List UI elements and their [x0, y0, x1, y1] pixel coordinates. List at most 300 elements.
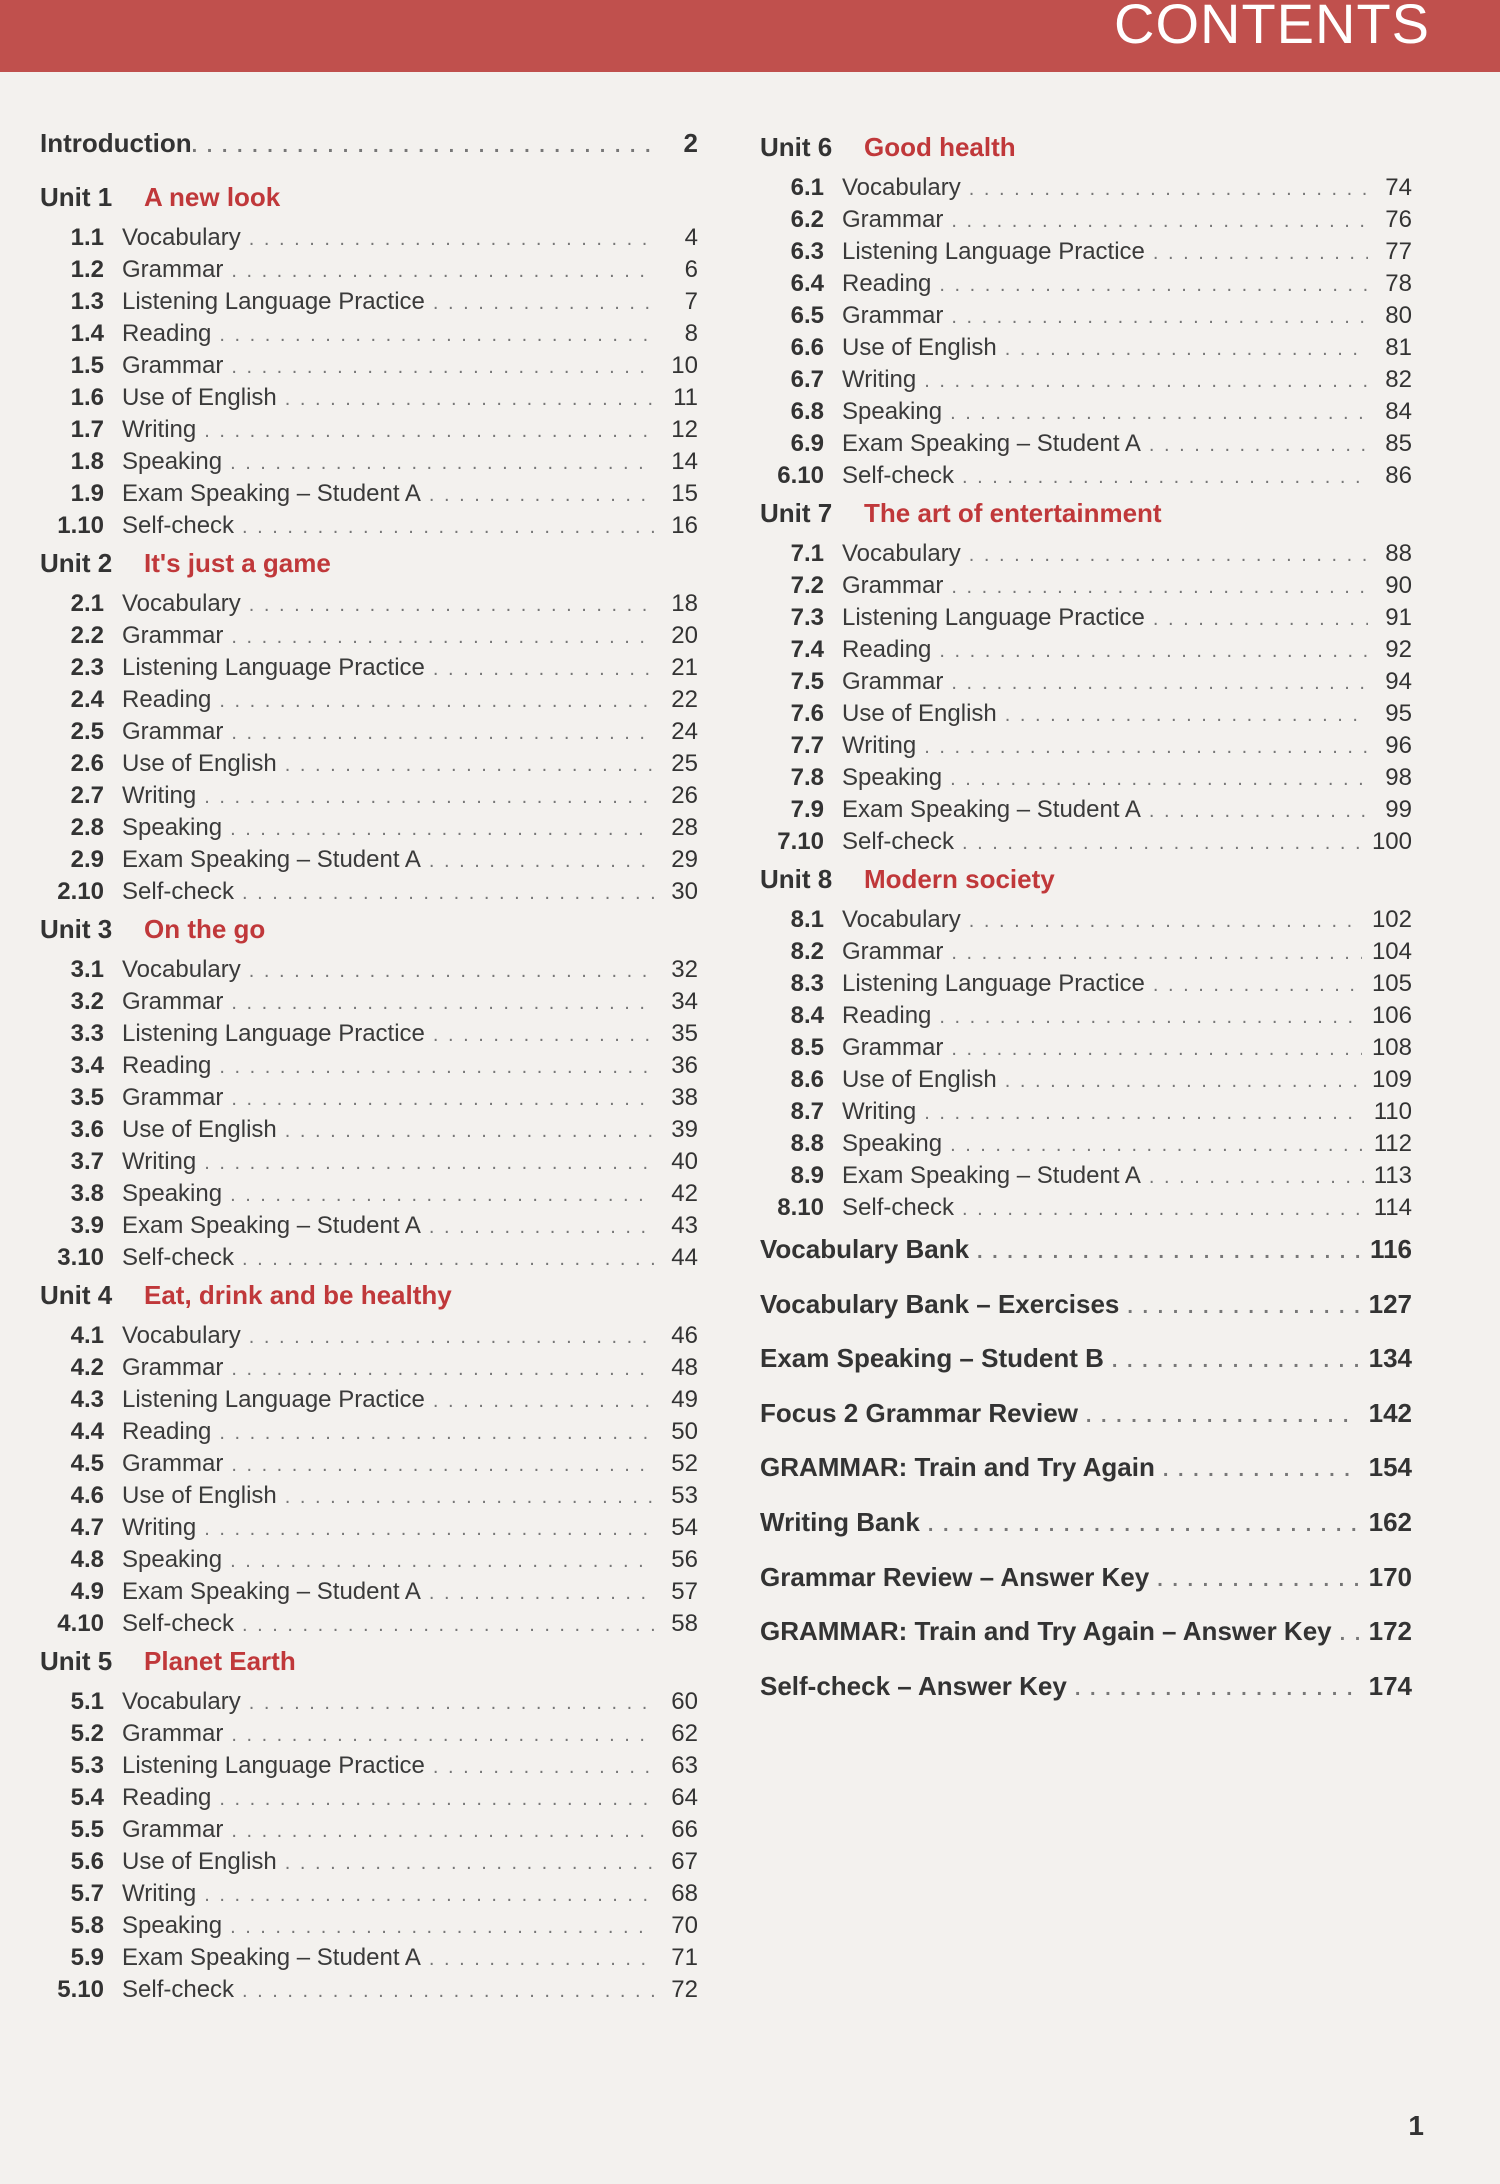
dot-leader — [249, 228, 654, 251]
unit-heading[interactable] — [40, 1280, 698, 1322]
toc-entry-lesson[interactable] — [40, 1784, 698, 1816]
toc-entry-lesson[interactable] — [40, 352, 698, 384]
lesson-title: Listening Language Practice — [122, 1020, 425, 1047]
lesson-number: 2.9 — [70, 846, 104, 873]
toc-entry-lesson[interactable] — [760, 700, 1412, 732]
lesson-page: 62 — [671, 1720, 698, 1747]
lesson-page: 110 — [1373, 1098, 1412, 1125]
lesson-page: 58 — [671, 1610, 698, 1637]
toc-entry-lesson[interactable] — [40, 1610, 698, 1642]
lesson-number: 5.5 — [70, 1816, 104, 1843]
toc-entry-back-matter[interactable] — [760, 1562, 1412, 1617]
lesson-title: Use of English — [122, 1482, 277, 1509]
toc-entry-lesson[interactable] — [40, 750, 698, 782]
toc-entry-lesson[interactable] — [760, 540, 1412, 572]
lesson-title: Speaking — [842, 764, 943, 791]
unit-section — [40, 914, 698, 1276]
lesson-title: Vocabulary — [842, 174, 961, 201]
lesson-number: 4.7 — [70, 1514, 104, 1541]
back-matter-list — [760, 1234, 1412, 1725]
dot-leader — [285, 754, 654, 777]
unit-heading[interactable] — [760, 132, 1412, 174]
toc-entry-lesson[interactable] — [760, 174, 1412, 206]
lesson-title: Grammar — [122, 988, 224, 1015]
unit-title: Modern society — [864, 864, 1055, 894]
dot-leader — [1075, 1678, 1359, 1701]
toc-entry-lesson[interactable] — [40, 1688, 698, 1720]
toc-entry-back-matter[interactable] — [760, 1507, 1412, 1562]
toc-entry-lesson[interactable] — [40, 448, 698, 480]
lesson-number: 8.10 — [777, 1194, 824, 1221]
toc-entry-lesson[interactable] — [40, 1052, 698, 1084]
toc-entry-lesson[interactable] — [40, 1322, 698, 1354]
toc-entry-lesson[interactable] — [40, 1450, 698, 1482]
lesson-page: 32 — [671, 956, 698, 983]
dot-leader — [1149, 1166, 1364, 1189]
lesson-number: 4.10 — [57, 1610, 104, 1637]
entry-title: Vocabulary Bank — [760, 1234, 970, 1264]
dot-leader — [1153, 242, 1368, 265]
lesson-number: 1.1 — [70, 224, 104, 251]
toc-entry-lesson[interactable] — [40, 654, 698, 686]
lesson-number: 1.5 — [70, 352, 104, 379]
toc-entry-lesson[interactable] — [40, 590, 698, 622]
toc-entry-lesson[interactable] — [40, 622, 698, 654]
unit-heading[interactable] — [40, 914, 698, 956]
unit-label: Unit 3 — [40, 914, 113, 944]
dot-leader — [924, 736, 1368, 759]
lesson-title: Writing — [122, 782, 197, 809]
lesson-page: 99 — [1385, 796, 1412, 823]
toc-entry-lesson[interactable] — [40, 1720, 698, 1752]
toc-entry-lesson[interactable] — [760, 668, 1412, 700]
lesson-title: Writing — [842, 366, 917, 393]
toc-entry-lesson[interactable] — [40, 718, 698, 750]
unit-label: Unit 5 — [40, 1646, 113, 1676]
lesson-page: 10 — [671, 352, 698, 379]
toc-entry-lesson[interactable] — [40, 988, 698, 1020]
lesson-page: 95 — [1385, 700, 1412, 727]
lesson-title: Grammar — [122, 352, 224, 379]
toc-entry-lesson[interactable] — [40, 1020, 698, 1052]
unit-heading[interactable] — [40, 182, 698, 224]
unit-section — [760, 498, 1412, 860]
toc-entry-lesson[interactable] — [760, 732, 1412, 764]
lesson-title: Exam Speaking – Student A — [842, 430, 1141, 457]
toc-entry-lesson[interactable] — [40, 1180, 698, 1212]
toc-entry-introduction[interactable] — [40, 128, 698, 178]
toc-entry-lesson[interactable] — [40, 320, 698, 352]
dot-leader — [951, 672, 1368, 695]
toc-entry-lesson[interactable] — [40, 1244, 698, 1276]
toc-entry-lesson[interactable] — [760, 366, 1412, 398]
lesson-page: 44 — [671, 1244, 698, 1271]
toc-entry-lesson[interactable] — [760, 1194, 1412, 1226]
dot-leader — [939, 640, 1368, 663]
dot-leader — [950, 402, 1368, 425]
toc-entry-lesson[interactable] — [40, 1848, 698, 1880]
toc-entry-lesson[interactable] — [760, 1130, 1412, 1162]
lesson-number: 7.4 — [790, 636, 824, 663]
lesson-title: Reading — [122, 1784, 212, 1811]
toc-entry-lesson[interactable] — [760, 302, 1412, 334]
dot-leader — [924, 370, 1368, 393]
lesson-number: 7.7 — [790, 732, 824, 759]
toc-entry-lesson[interactable] — [760, 1098, 1412, 1130]
lesson-title: Vocabulary — [842, 906, 961, 933]
lesson-title: Writing — [842, 1098, 917, 1125]
toc-entry-lesson[interactable] — [40, 1148, 698, 1180]
toc-entry-lesson[interactable] — [760, 430, 1412, 462]
lesson-number: 5.9 — [70, 1944, 104, 1971]
dot-leader — [1153, 974, 1362, 997]
lesson-title: Grammar — [842, 668, 944, 695]
lesson-number: 8.2 — [790, 938, 824, 965]
lesson-title: Self-check — [122, 512, 235, 539]
lesson-page: 76 — [1385, 206, 1412, 233]
dot-leader — [285, 1120, 654, 1143]
lesson-number: 2.10 — [57, 878, 104, 905]
lesson-page: 72 — [671, 1976, 698, 2003]
toc-entry-lesson[interactable] — [40, 512, 698, 544]
lesson-page: 85 — [1385, 430, 1412, 457]
lesson-number: 6.9 — [790, 430, 824, 457]
lesson-number: 6.2 — [790, 206, 824, 233]
lesson-number: 8.8 — [790, 1130, 824, 1157]
units-list-left — [40, 182, 698, 2008]
lesson-title: Speaking — [122, 1180, 223, 1207]
toc-entry-lesson[interactable] — [40, 1212, 698, 1244]
dot-leader — [1149, 434, 1368, 457]
toc-entry-lesson[interactable] — [40, 480, 698, 512]
lesson-number: 2.1 — [70, 590, 104, 617]
lesson-title: Use of English — [842, 334, 997, 361]
lesson-page: 35 — [671, 1020, 698, 1047]
unit-title: Eat, drink and be healthy — [144, 1280, 452, 1310]
lesson-title: Use of English — [122, 750, 277, 777]
lesson-title: Speaking — [122, 1546, 223, 1573]
dot-leader — [1005, 338, 1368, 361]
unit-heading[interactable] — [760, 864, 1412, 906]
entry-page: 170 — [1368, 1561, 1412, 1592]
toc-entry-lesson[interactable] — [40, 1546, 698, 1578]
entry-title: GRAMMAR: Train and Try Again — [760, 1452, 1155, 1483]
lesson-page: 67 — [671, 1848, 698, 1875]
lesson-number: 3.8 — [70, 1180, 104, 1207]
lesson-page: 52 — [671, 1450, 698, 1477]
dot-leader — [969, 910, 1362, 933]
lesson-title: Use of English — [842, 1066, 997, 1093]
toc-entry-lesson[interactable] — [40, 1386, 698, 1418]
lesson-page: 88 — [1385, 540, 1412, 567]
dot-leader — [429, 484, 654, 507]
lesson-number: 6.5 — [790, 302, 824, 329]
dot-leader — [219, 1056, 654, 1079]
lesson-number: 3.6 — [70, 1116, 104, 1143]
lesson-title: Use of English — [842, 700, 997, 727]
entry-page: 172 — [1368, 1616, 1412, 1647]
lesson-page: 24 — [671, 718, 698, 745]
toc-entry-lesson[interactable] — [40, 384, 698, 416]
toc-entry-lesson[interactable] — [760, 1034, 1412, 1066]
toc-entry-lesson[interactable] — [40, 878, 698, 910]
lesson-number: 1.8 — [70, 448, 104, 475]
dot-leader — [1149, 800, 1368, 823]
lesson-page: 46 — [671, 1322, 698, 1349]
unit-label: Unit 4 — [40, 1280, 113, 1310]
toc-entry-lesson[interactable] — [760, 206, 1412, 238]
toc-entry-lesson[interactable] — [760, 636, 1412, 668]
entry-title: Writing Bank — [760, 1506, 920, 1537]
lesson-title: Grammar — [122, 1084, 224, 1111]
unit-heading[interactable] — [760, 498, 1412, 540]
dot-leader — [951, 210, 1368, 233]
toc-entry-lesson[interactable] — [40, 1514, 698, 1546]
toc-entry-lesson[interactable] — [760, 764, 1412, 796]
toc-entry-lesson[interactable] — [40, 686, 698, 718]
lesson-number: 3.3 — [70, 1020, 104, 1047]
dot-leader — [231, 1454, 654, 1477]
dot-leader — [939, 274, 1368, 297]
lesson-title: Reading — [842, 270, 932, 297]
lesson-number: 6.7 — [790, 366, 824, 393]
lesson-page: 104 — [1371, 938, 1412, 965]
toc-entry-lesson[interactable] — [40, 1880, 698, 1912]
lesson-number: 1.6 — [70, 384, 104, 411]
dot-leader — [950, 768, 1368, 791]
unit-section — [40, 182, 698, 544]
toc-entry-lesson[interactable] — [760, 906, 1412, 938]
dot-leader — [231, 260, 654, 283]
lesson-number: 3.1 — [70, 956, 104, 983]
toc-entry-lesson[interactable] — [760, 604, 1412, 636]
dot-leader — [242, 1614, 654, 1637]
toc-entry-lesson[interactable] — [40, 1482, 698, 1514]
dot-leader — [242, 1248, 654, 1271]
dot-leader — [951, 306, 1368, 329]
unit-heading[interactable] — [40, 548, 698, 590]
lesson-number: 4.1 — [70, 1322, 104, 1349]
lesson-number: 2.5 — [70, 718, 104, 745]
lesson-number: 7.10 — [777, 828, 824, 855]
toc-entry-lesson[interactable] — [760, 1162, 1412, 1194]
lesson-title: Writing — [842, 732, 917, 759]
dot-leader — [429, 1582, 654, 1605]
toc-entry-lesson[interactable] — [760, 828, 1412, 860]
toc-entry-lesson[interactable] — [40, 782, 698, 814]
lesson-title: Listening Language Practice — [842, 604, 1145, 631]
toc-entry-lesson[interactable] — [760, 238, 1412, 270]
dot-leader — [231, 992, 654, 1015]
lesson-page: 92 — [1385, 636, 1412, 663]
lesson-page: 109 — [1371, 1066, 1412, 1093]
dot-leader — [285, 1486, 654, 1509]
lesson-number: 2.8 — [70, 814, 104, 841]
lesson-number: 6.8 — [790, 398, 824, 425]
dot-leader — [231, 356, 654, 379]
lesson-number: 2.7 — [70, 782, 104, 809]
lesson-number: 5.8 — [70, 1912, 104, 1939]
dot-leader — [429, 850, 654, 873]
toc-entry-lesson[interactable] — [760, 796, 1412, 828]
unit-title: Good health — [864, 132, 1016, 162]
toc-entry-lesson[interactable] — [760, 970, 1412, 1002]
toc-entry-lesson[interactable] — [40, 1418, 698, 1450]
dot-leader — [951, 942, 1362, 965]
toc-entry-lesson[interactable] — [760, 1066, 1412, 1098]
lesson-page: 114 — [1373, 1194, 1412, 1221]
lesson-page: 50 — [671, 1418, 698, 1445]
toc-entry-lesson[interactable] — [40, 1084, 698, 1116]
lesson-page: 108 — [1371, 1034, 1412, 1061]
lesson-page: 34 — [671, 988, 698, 1015]
lesson-title: Exam Speaking – Student A — [122, 1944, 421, 1971]
toc-entry-lesson[interactable] — [40, 1912, 698, 1944]
lesson-title: Vocabulary — [842, 540, 961, 567]
lesson-title: Exam Speaking – Student A — [122, 846, 421, 873]
toc-entry-lesson[interactable] — [760, 462, 1412, 494]
lesson-page: 36 — [671, 1052, 698, 1079]
lesson-number: 4.9 — [70, 1578, 104, 1605]
toc-entry-back-matter[interactable] — [760, 1616, 1412, 1671]
lesson-number: 8.4 — [790, 1002, 824, 1029]
dot-leader — [204, 786, 654, 809]
lesson-page: 22 — [671, 686, 698, 713]
lesson-number: 8.5 — [790, 1034, 824, 1061]
toc-entry-lesson[interactable] — [40, 1578, 698, 1610]
lesson-number: 5.3 — [70, 1752, 104, 1779]
lesson-page: 48 — [671, 1354, 698, 1381]
lesson-page: 30 — [671, 878, 698, 905]
toc-entry-lesson[interactable] — [40, 1944, 698, 1976]
lesson-title: Grammar — [842, 1034, 944, 1061]
unit-title: The art of entertainment — [864, 498, 1162, 528]
toc-entry-lesson[interactable] — [760, 572, 1412, 604]
lesson-page: 91 — [1385, 604, 1412, 631]
toc-entry-lesson[interactable] — [40, 814, 698, 846]
lesson-title: Self-check — [122, 1244, 235, 1271]
toc-entry-lesson[interactable] — [40, 288, 698, 320]
dot-leader — [231, 1820, 654, 1843]
lesson-number: 3.10 — [57, 1244, 104, 1271]
lesson-title: Self-check — [122, 878, 235, 905]
lesson-number: 8.3 — [790, 970, 824, 997]
toc-entry-back-matter[interactable] — [760, 1289, 1412, 1344]
contents-right-column — [760, 128, 1412, 1725]
dot-leader — [230, 452, 654, 475]
lesson-number: 5.6 — [70, 1848, 104, 1875]
toc-entry-lesson[interactable] — [760, 1002, 1412, 1034]
dot-leader — [1086, 1405, 1359, 1428]
unit-heading[interactable] — [40, 1646, 698, 1688]
toc-entry-lesson[interactable] — [760, 938, 1412, 970]
dot-leader — [1005, 704, 1368, 727]
lesson-page: 94 — [1385, 668, 1412, 695]
toc-entry-lesson[interactable] — [760, 398, 1412, 430]
lesson-title: Speaking — [122, 814, 223, 841]
toc-entry-lesson[interactable] — [40, 224, 698, 256]
dot-leader — [939, 1006, 1362, 1029]
dot-leader — [962, 466, 1368, 489]
entry-page: 127 — [1368, 1288, 1412, 1319]
lesson-title: Self-check — [842, 828, 955, 855]
dot-leader — [1157, 1569, 1358, 1592]
page-title: CONTENTS — [1114, 0, 1430, 55]
lesson-number: 3.2 — [70, 988, 104, 1015]
unit-section — [760, 132, 1412, 494]
lesson-number: 7.5 — [790, 668, 824, 695]
toc-entry-lesson[interactable] — [40, 1816, 698, 1848]
toc-entry-lesson[interactable] — [40, 1116, 698, 1148]
lesson-page: 26 — [671, 782, 698, 809]
toc-entry-lesson[interactable] — [40, 1354, 698, 1386]
units-list-right — [760, 132, 1412, 1226]
dot-leader — [1163, 1459, 1359, 1482]
lesson-title: Grammar — [122, 1450, 224, 1477]
lesson-title: Reading — [122, 1418, 212, 1445]
dot-leader — [204, 1152, 654, 1175]
toc-entry-lesson[interactable] — [40, 846, 698, 878]
toc-entry-lesson[interactable] — [40, 416, 698, 448]
toc-entry-lesson[interactable] — [760, 270, 1412, 302]
lesson-number: 3.9 — [70, 1212, 104, 1239]
lesson-title: Exam Speaking – Student A — [842, 1162, 1141, 1189]
lesson-title: Exam Speaking – Student A — [122, 1578, 421, 1605]
lesson-number: 2.6 — [70, 750, 104, 777]
dot-leader — [219, 324, 654, 347]
dot-leader — [950, 1134, 1364, 1157]
lesson-number: 4.5 — [70, 1450, 104, 1477]
lesson-title: Use of English — [122, 384, 277, 411]
toc-entry-lesson[interactable] — [40, 256, 698, 288]
lesson-page: 66 — [671, 1816, 698, 1843]
toc-entry-back-matter[interactable] — [760, 1398, 1412, 1453]
toc-entry-back-matter[interactable] — [760, 1671, 1412, 1726]
dot-leader — [962, 1198, 1364, 1221]
entry-page: 142 — [1368, 1397, 1412, 1428]
lesson-title: Vocabulary — [122, 956, 241, 983]
toc-entry-lesson[interactable] — [40, 956, 698, 988]
toc-entry-lesson[interactable] — [760, 334, 1412, 366]
dot-leader — [429, 1948, 654, 1971]
lesson-page: 82 — [1385, 366, 1412, 393]
lesson-page: 81 — [1385, 334, 1412, 361]
lesson-title: Grammar — [842, 302, 944, 329]
lesson-title: Speaking — [842, 398, 943, 425]
lesson-number: 7.2 — [790, 572, 824, 599]
toc-entry-back-matter[interactable] — [760, 1452, 1412, 1507]
unit-label: Unit 2 — [40, 548, 113, 578]
lesson-page: 106 — [1371, 1002, 1412, 1029]
dot-leader — [1153, 608, 1368, 631]
entry-page: 116 — [1370, 1234, 1412, 1264]
lesson-page: 7 — [684, 288, 698, 315]
dot-leader — [219, 690, 654, 713]
lesson-page: 38 — [671, 1084, 698, 1111]
lesson-title: Reading — [122, 320, 212, 347]
lesson-title: Self-check — [122, 1976, 235, 2003]
toc-entry-lesson[interactable] — [40, 1976, 698, 2008]
lesson-page: 90 — [1385, 572, 1412, 599]
dot-leader — [924, 1102, 1363, 1125]
lesson-page: 15 — [671, 480, 698, 507]
lesson-title: Vocabulary — [122, 1688, 241, 1715]
toc-entry-lesson[interactable] — [40, 1752, 698, 1784]
toc-entry-back-matter[interactable] — [760, 1234, 1412, 1289]
lesson-number: 6.4 — [790, 270, 824, 297]
toc-entry-back-matter[interactable] — [760, 1343, 1412, 1398]
dot-leader — [230, 1916, 654, 1939]
